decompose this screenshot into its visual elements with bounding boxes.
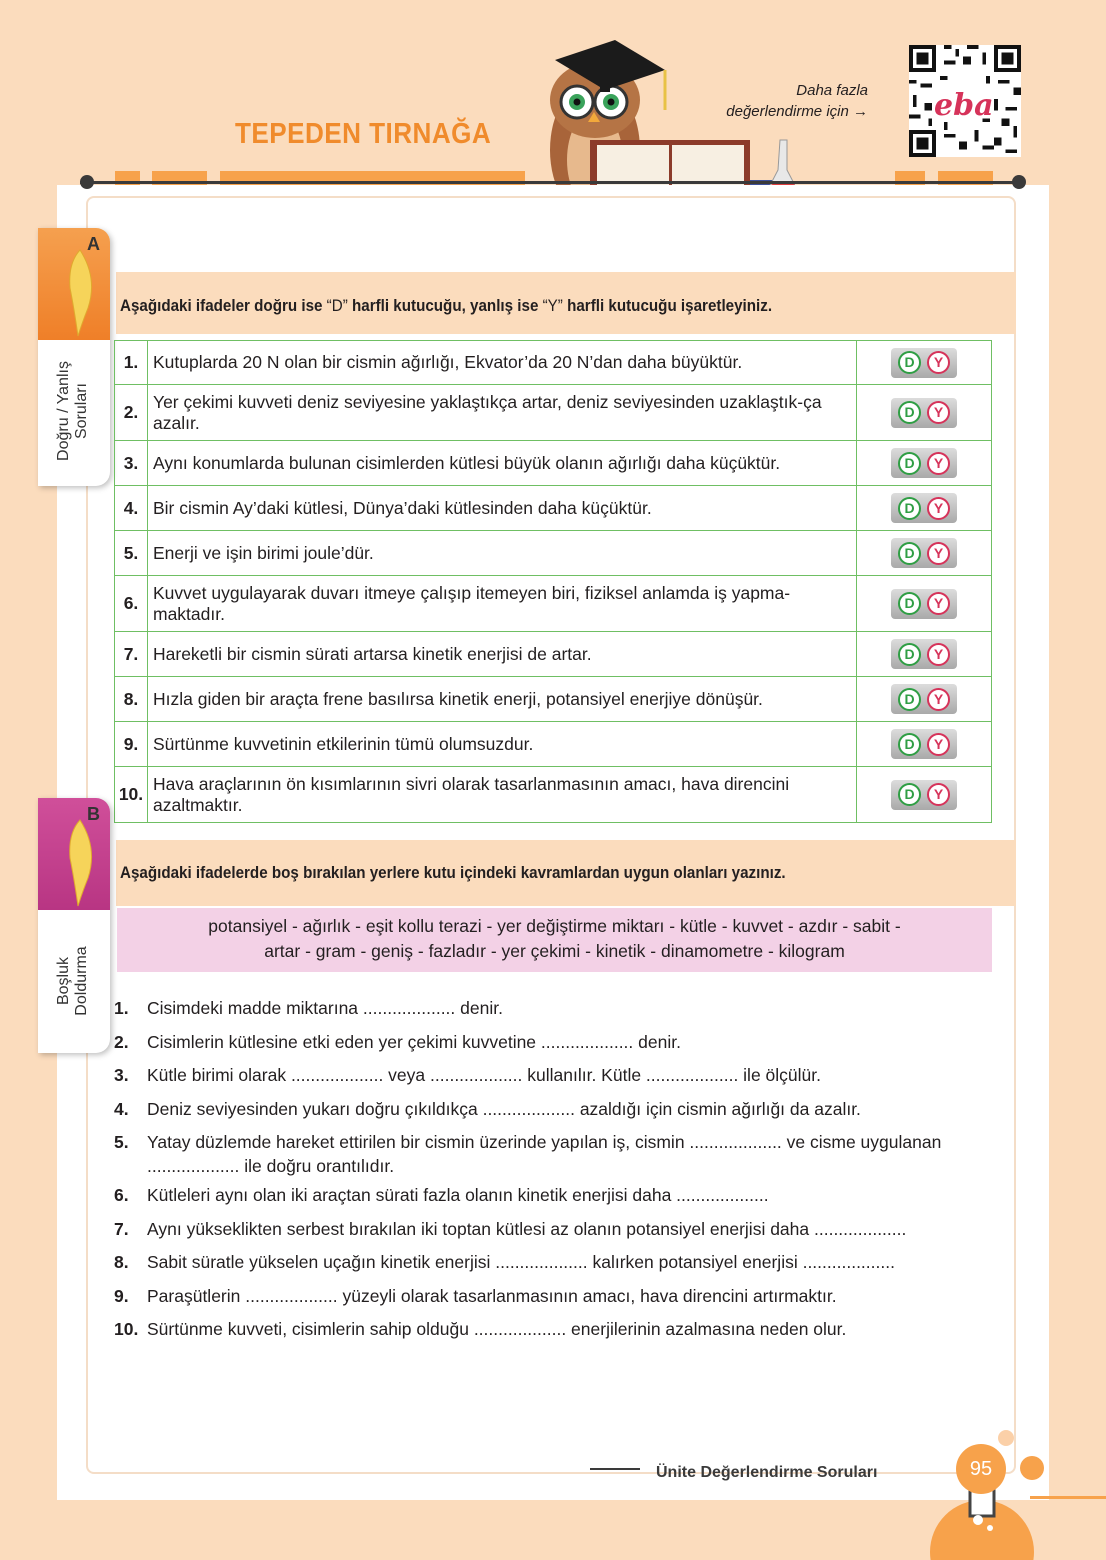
fill-in-item — [114, 1250, 1004, 1274]
false-option[interactable]: Y — [927, 643, 950, 666]
tf-row — [115, 722, 992, 767]
tf-row-statement: Yer çekimi kuvveti deniz seviyesine yaklaştıkça artar, deniz seviyesinden uzaklaştık-ça azalır. — [148, 385, 857, 441]
true-option[interactable]: D — [898, 351, 921, 374]
tf-row-number: 9. — [115, 722, 148, 767]
tf-row-answer — [857, 677, 992, 722]
header-rule-dot-left — [80, 175, 94, 189]
fill-in-sentence[interactable]: Paraşütlerin ................... yüzeyli olarak tasarlanmasının amacı, hava direncini artırmaktır. — [147, 1285, 837, 1306]
tf-row-answer — [857, 576, 992, 632]
false-option[interactable]: Y — [927, 351, 950, 374]
instruction-a-quote-y: “Y” — [542, 297, 563, 315]
dy-answer-box — [891, 780, 957, 810]
quill-icon — [58, 248, 98, 338]
fill-in-list — [114, 996, 1004, 1351]
true-option[interactable]: D — [898, 592, 921, 615]
dy-answer-box — [891, 448, 957, 478]
tf-row-number: 3. — [115, 441, 148, 486]
fill-in-number: 8. — [114, 1252, 129, 1272]
dy-answer-box — [891, 639, 957, 669]
false-option[interactable]: Y — [927, 497, 950, 520]
tf-row — [115, 677, 992, 722]
fill-in-sentence[interactable]: Sabit süratle yükselen uçağın kinetik enerjisi ................... kalırken potansiyel enerjisi ................... — [147, 1252, 895, 1272]
section-a-tab-line-2: Soruları — [73, 382, 90, 440]
fill-in-number: 6. — [114, 1185, 129, 1205]
bubble-decoration — [1030, 1496, 1106, 1499]
fill-in-sentence[interactable]: Sürtünme kuvveti, cisimlerin sahip olduğu ................... enerjilerinin azalmasına neden olur. — [147, 1319, 847, 1339]
fill-in-number: 4. — [114, 1098, 129, 1119]
concept-box-line-1: potansiyel - ağırlık - eşit kollu terazi - yer değiştirme miktarı - kütle - kuvvet - azdır - sabit - — [208, 916, 901, 936]
true-option[interactable]: D — [898, 452, 921, 475]
qr-caption-line-2: değerlendirme için → — [726, 103, 868, 120]
section-b-tab-line-1: Boşluk — [55, 956, 72, 1006]
tf-row-answer — [857, 486, 992, 531]
section-b-tab — [38, 798, 110, 1053]
fill-in-number: 1. — [114, 998, 129, 1018]
fill-in-number: 2. — [114, 1031, 129, 1052]
header-rule — [80, 181, 1020, 184]
fill-in-sentence[interactable]: Kütleleri aynı olan iki araçtan sürati fazla olanın kinetik enerjisi daha ................... — [147, 1185, 769, 1205]
tf-row — [115, 385, 992, 441]
section-b-letter: B — [87, 804, 100, 824]
fill-in-sentence[interactable]: Cisimdeki madde miktarına ................... denir. — [147, 998, 503, 1018]
fill-in-sentence[interactable]: Deniz seviyesinden yukarı doğru çıkıldıkça ................... azaldığı için cismin ağırlığı da azalır. — [147, 1098, 861, 1119]
tf-row-answer — [857, 385, 992, 441]
tf-row-statement: Enerji ve işin birimi joule’dür. — [148, 531, 857, 576]
fill-in-item — [114, 1097, 1004, 1121]
qr-caption-line-1: Daha fazla — [796, 82, 868, 99]
fill-in-item — [114, 1130, 1004, 1178]
header-rule-dot-right — [1012, 175, 1026, 189]
fill-in-number: 5. — [114, 1132, 129, 1152]
true-option[interactable]: D — [898, 783, 921, 806]
fill-in-number: 9. — [114, 1285, 129, 1306]
false-option[interactable]: Y — [927, 733, 950, 756]
true-option[interactable]: D — [898, 497, 921, 520]
section-a-tab-line-1: Doğru / Yanlış — [55, 361, 72, 461]
section-a-tab — [38, 228, 110, 486]
footer-label: Ünite Değerlendirme Soruları — [656, 1464, 878, 1481]
false-option[interactable]: Y — [927, 401, 950, 424]
fill-in-item — [114, 1284, 1004, 1308]
concept-box — [117, 908, 992, 972]
fill-in-item — [114, 1063, 1004, 1087]
dy-answer-box — [891, 684, 957, 714]
tf-row-number: 7. — [115, 632, 148, 677]
false-option[interactable]: Y — [927, 783, 950, 806]
tf-row-number: 2. — [115, 385, 148, 441]
section-b-tab-line-2: Doldurma — [73, 946, 90, 1016]
fill-in-sentence[interactable]: Aynı yükseklikten serbest bırakılan iki toptan kütlesi az olanın potansiyel enerjisi daha ................... — [147, 1218, 907, 1239]
dy-answer-box — [891, 398, 957, 428]
tf-row-answer — [857, 722, 992, 767]
section-b-instruction: Aşağıdaki ifadelerde boş bırakılan yerlere kutu içindeki kavramlardan uygun olanları yazınız. — [120, 864, 786, 882]
tf-row-number: 4. — [115, 486, 148, 531]
tf-row-statement: Sürtünme kuvvetinin etkilerinin tümü olumsuzdur. — [148, 722, 857, 767]
tf-row-statement: Aynı konumlarda bulunan cisimlerden kütlesi büyük olanın ağırlığı daha küçüktür. — [148, 441, 857, 486]
fill-in-item — [114, 1183, 1004, 1207]
fill-in-sentence[interactable]: Kütle birimi olarak ................... veya ................... kullanılır. Kütle ................... ile ölçülür. — [147, 1065, 821, 1085]
instruction-a-part-2: harfli kutucuğu, yanlış ise — [347, 297, 543, 315]
tf-row-answer — [857, 632, 992, 677]
tf-row-answer — [857, 341, 992, 385]
concept-box-line-2: artar - gram - geniş - fazladır - yer çekimi - kinetik - dinamometre - kilogram — [264, 941, 845, 961]
fill-in-item — [114, 1217, 1004, 1241]
true-option[interactable]: D — [898, 542, 921, 565]
tf-row-statement: Hızla giden bir araçta frene basılırsa kinetik enerji, potansiyel enerjiye dönüşür. — [148, 677, 857, 722]
section-a-instruction — [120, 297, 772, 316]
true-false-table — [114, 340, 992, 823]
true-option[interactable]: D — [898, 401, 921, 424]
tf-row — [115, 486, 992, 531]
fill-in-number: 3. — [114, 1065, 129, 1085]
tf-row — [115, 441, 992, 486]
eba-logo: eba — [934, 88, 994, 123]
tf-row-number: 8. — [115, 677, 148, 722]
false-option[interactable]: Y — [927, 452, 950, 475]
tf-row-statement: Bir cismin Ay’daki kütlesi, Dünya’daki kütlesinden daha küçüktür. — [148, 486, 857, 531]
tf-row-number: 1. — [115, 341, 148, 385]
false-option[interactable]: Y — [927, 542, 950, 565]
tf-row-answer — [857, 441, 992, 486]
section-a-tab-label — [55, 336, 91, 486]
tf-row-statement: Kutuplarda 20 N olan bir cismin ağırlığı, Ekvator’da 20 N’dan daha büyüktür. — [148, 341, 857, 385]
instruction-a-part-3: harfli kutucuğu işaretleyiniz. — [562, 297, 773, 315]
tf-row — [115, 632, 992, 677]
page-number: 95 — [956, 1444, 1006, 1494]
tf-row-statement: Hava araçlarının ön kısımlarının sivri olarak tasarlanmasının amacı, hava direncini azaltmaktır. — [148, 767, 857, 823]
tf-row-statement: Kuvvet uygulayarak duvarı itmeye çalışıp itemeyen biri, fiziksel anlamda iş yapma-maktadır. — [148, 576, 857, 632]
fill-in-item — [114, 1317, 1004, 1341]
fill-in-number: 10. — [114, 1319, 139, 1339]
dy-answer-box — [891, 348, 957, 378]
fill-in-sentence[interactable]: Yatay düzlemde hareket ettirilen bir cismin üzerinde yapılan iş, cismin ................... ve cisme uygulanan ................... ile doğru orantılıdır. — [147, 1132, 942, 1176]
dy-answer-box — [891, 538, 957, 568]
tf-row-number: 5. — [115, 531, 148, 576]
instruction-a-quote-d: “D” — [326, 297, 348, 315]
tf-row-answer — [857, 531, 992, 576]
fill-in-number: 7. — [114, 1218, 129, 1239]
tf-row-answer — [857, 767, 992, 823]
bubble-decoration — [1020, 1456, 1044, 1480]
fill-in-sentence[interactable]: Cisimlerin kütlesine etki eden yer çekimi kuvvetine ................... denir. — [147, 1031, 681, 1052]
false-option[interactable]: Y — [927, 592, 950, 615]
bubble-decoration — [998, 1430, 1014, 1446]
quill-icon — [58, 818, 98, 908]
instruction-a-part-1: Aşağıdaki ifadeler doğru ise — [120, 297, 327, 315]
tf-row — [115, 531, 992, 576]
section-a-letter: A — [87, 234, 100, 254]
tf-row — [115, 341, 992, 385]
tf-row-number: 10. — [115, 767, 148, 823]
dy-answer-box — [891, 493, 957, 523]
tf-row-number: 6. — [115, 576, 148, 632]
true-option[interactable]: D — [898, 688, 921, 711]
false-option[interactable]: Y — [927, 688, 950, 711]
fill-in-item — [114, 996, 1004, 1020]
qr-caption — [718, 80, 868, 122]
fill-in-item — [114, 1030, 1004, 1054]
page-title: TEPEDEN TIRNAĞA — [235, 118, 492, 150]
tf-row — [115, 767, 992, 823]
true-option[interactable]: D — [898, 643, 921, 666]
tf-row-statement: Hareketli bir cismin sürati artarsa kinetik enerjisi de artar. — [148, 632, 857, 677]
footer-rule — [590, 1468, 640, 1470]
tf-row — [115, 576, 992, 632]
true-option[interactable]: D — [898, 733, 921, 756]
dy-answer-box — [891, 729, 957, 759]
dy-answer-box — [891, 589, 957, 619]
section-b-tab-label — [55, 906, 91, 1056]
